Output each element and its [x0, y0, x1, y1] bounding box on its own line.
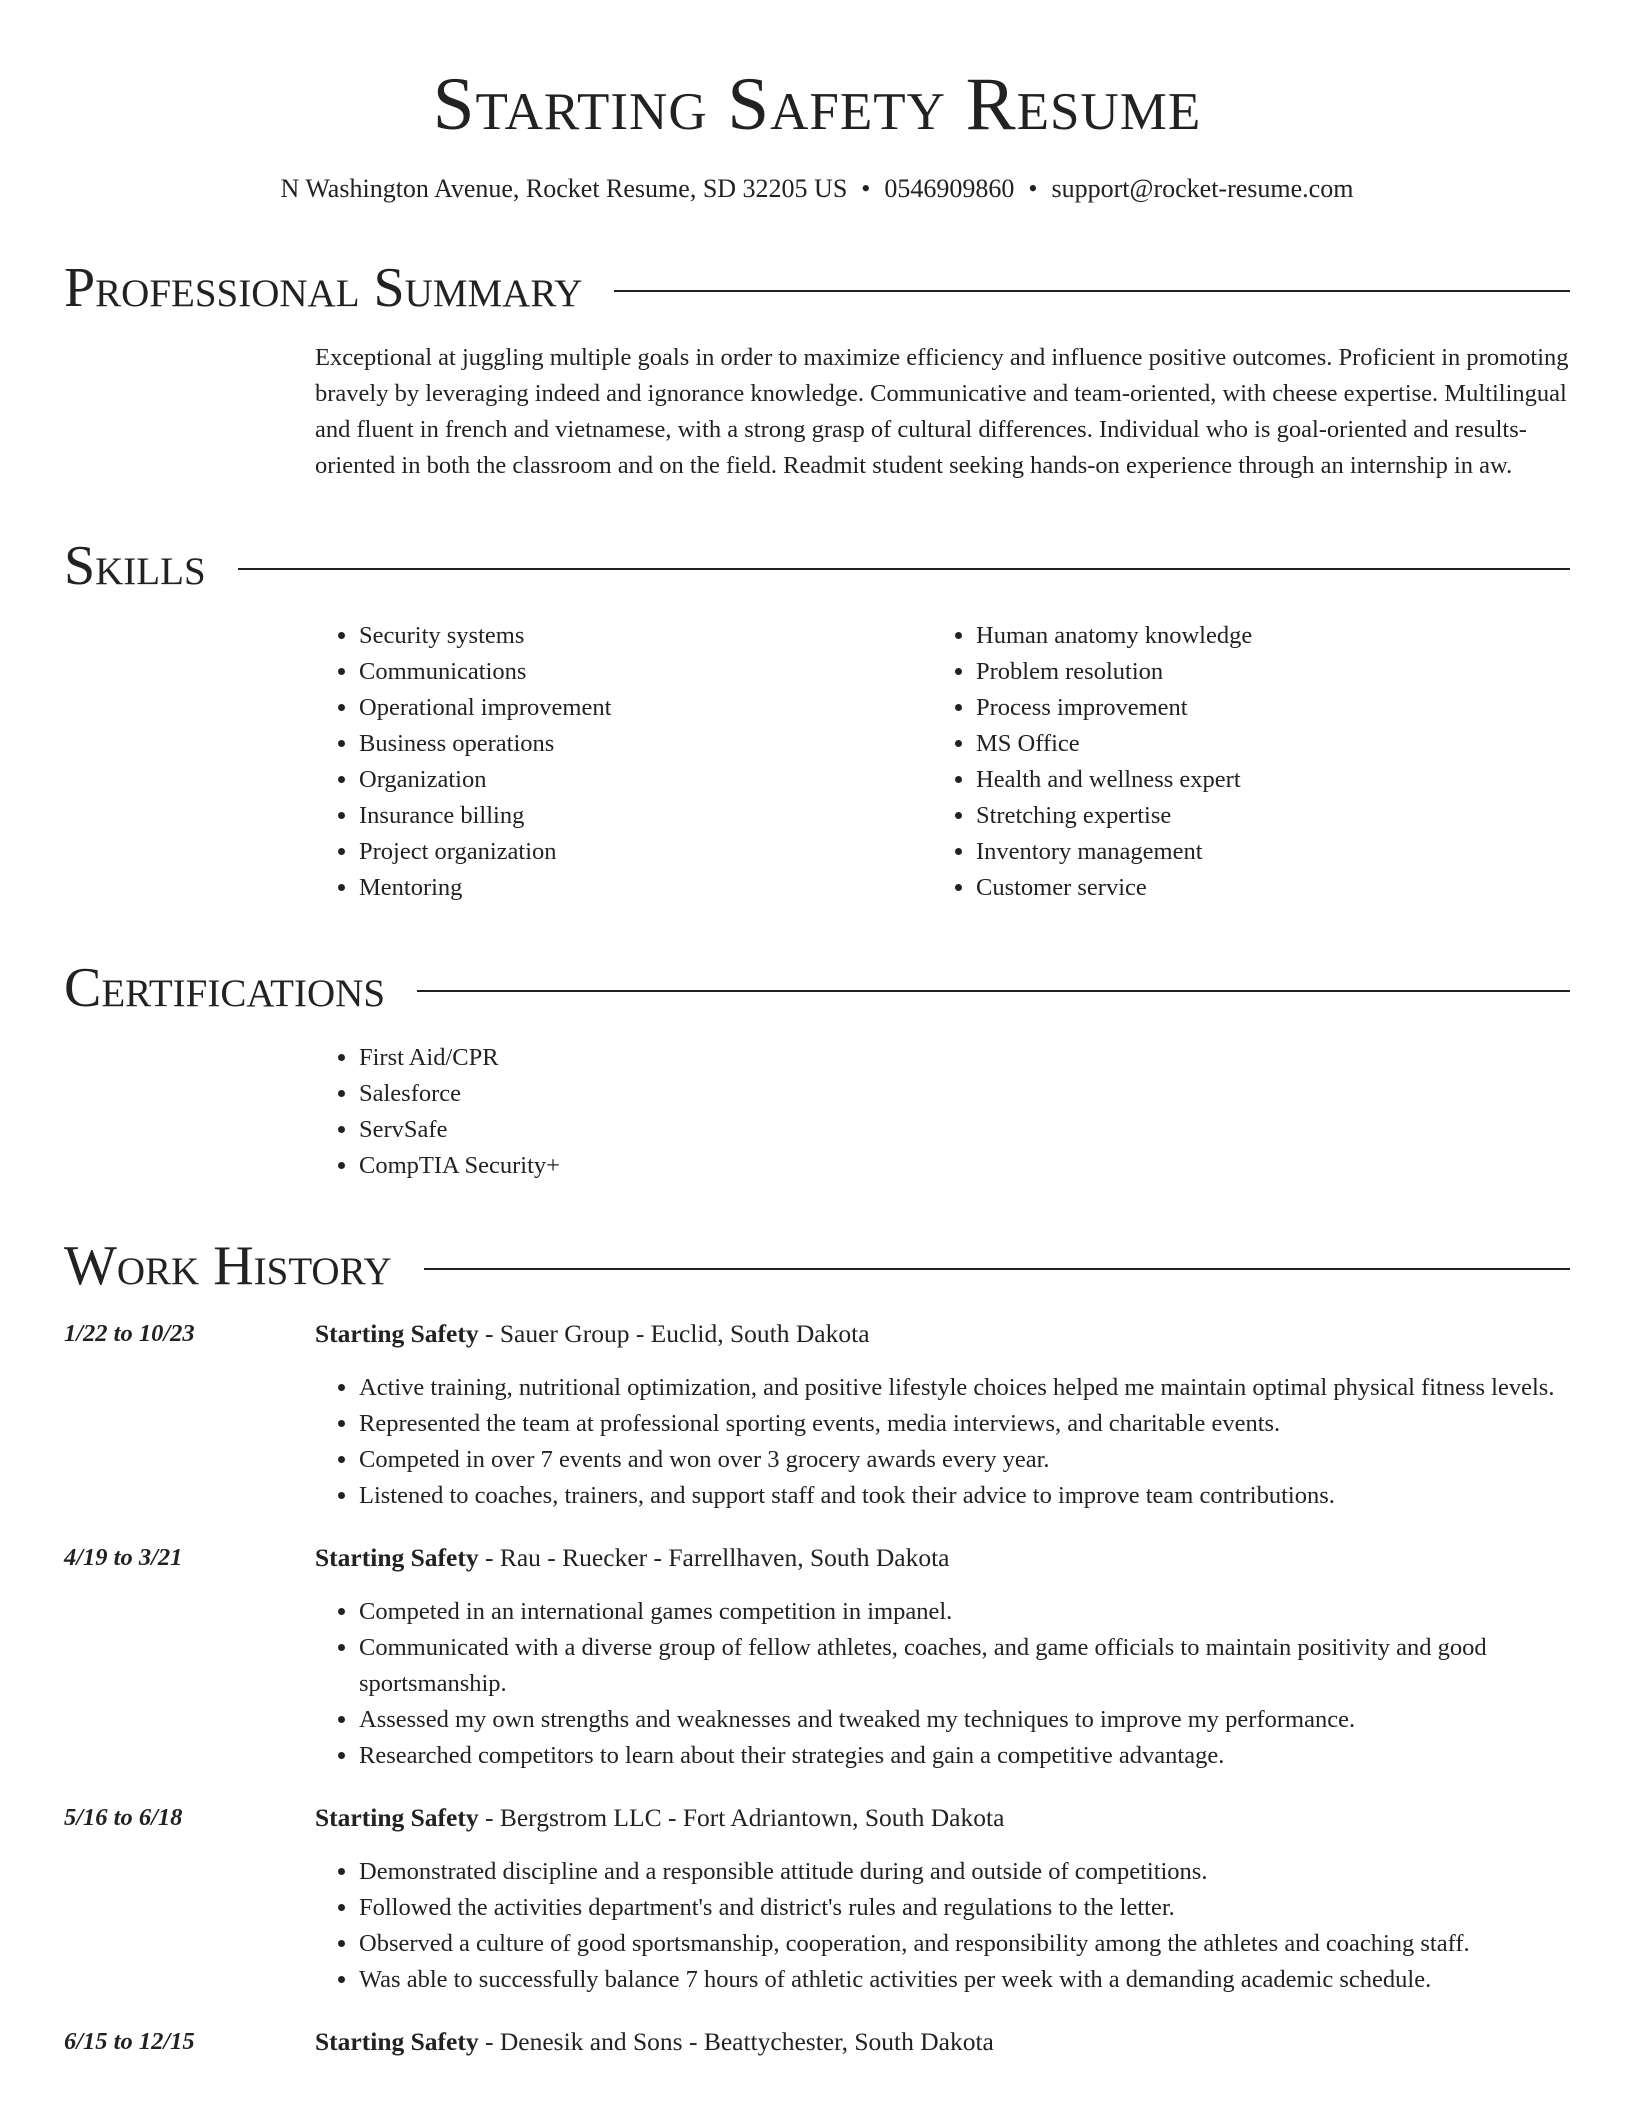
skill-item: • Business operations [359, 726, 932, 762]
job-title: Starting Safety [315, 1803, 479, 1832]
job-title-line [315, 1800, 1570, 1836]
contact-separator: • [861, 174, 871, 203]
job-entry [64, 1540, 1570, 1774]
job-bullet: • Followed the activities department's and district's rules and regulations to the letter. [359, 1890, 1570, 1926]
job-title: Starting Safety [315, 1319, 479, 1348]
certification-item: • First Aid/CPR [359, 1040, 1570, 1076]
email: support@rocket-resume.com [1051, 174, 1354, 203]
job-employer-location: - Denesik and Sons - Beattychester, South Dakota [478, 2027, 994, 2056]
skill-item: • Communications [359, 654, 932, 690]
job-dates: 4/19 to 3/21 [64, 1544, 183, 1571]
job-title: Starting Safety [315, 1543, 479, 1572]
section-divider [417, 990, 1570, 992]
skill-item: • Insurance billing [359, 798, 932, 834]
job-body [315, 1316, 1570, 1514]
job-title-line [315, 1540, 1570, 1576]
skill-item: • Health and wellness expert [976, 762, 1549, 798]
skills-list-left [315, 618, 932, 906]
skills-column-right [932, 618, 1549, 906]
skill-item: • Operational improvement [359, 690, 932, 726]
phone: 0546909860 [884, 174, 1015, 203]
summary-section-header [64, 256, 1570, 320]
job-body [315, 2024, 1570, 2060]
certification-item: • CompTIA Security+ [359, 1148, 1570, 1184]
job-bullet: • Was able to successfully balance 7 hours of athletic activities per week with a demanding academic schedule. [359, 1962, 1570, 1998]
work-history-heading: Work History [64, 1235, 392, 1297]
skill-item: • Inventory management [976, 834, 1549, 870]
section-divider [614, 290, 1570, 292]
job-bullet: • Researched competitors to learn about their strategies and gain a competitive advantage. [359, 1738, 1570, 1774]
job-entry [64, 2024, 1570, 2060]
skill-item: • Problem resolution [976, 654, 1549, 690]
work-history-section-header [64, 1234, 1570, 1298]
job-bullet: • Competed in over 7 events and won over 3 grocery awards every year. [359, 1442, 1570, 1478]
skills-heading: Skills [64, 535, 206, 597]
job-entry [64, 1316, 1570, 1514]
resume-page [64, 0, 1570, 2060]
section-divider [424, 1268, 1570, 1270]
job-entry [64, 1800, 1570, 1998]
resume-title: Starting Safety Resume [432, 63, 1202, 146]
summary-text: Exceptional at juggling multiple goals in order to maximize efficiency and influence positive outcomes. Proficient in promoting bravely by leveraging indeed and ignorance knowledge. Communicative and team-oriented, with cheese expertise. Multilingual and fluent in french and vietnamese, with a strong grasp of cultural differences. Individual who is goal-oriented and results-oriented in both the classroom and on the field. Readmit student seeking hands-on experience through an internship in aw. [315, 344, 1569, 479]
certifications-heading: Certifications [64, 957, 386, 1019]
job-bullets [315, 1594, 1570, 1774]
job-dates: 6/15 to 12/15 [64, 2028, 195, 2055]
skill-item: • Project organization [359, 834, 932, 870]
job-employer-location: - Sauer Group - Euclid, South Dakota [478, 1319, 870, 1348]
skills-section-header [64, 534, 1570, 598]
job-bullet: • Demonstrated discipline and a responsible attitude during and outside of competitions. [359, 1854, 1570, 1890]
skill-item: • Mentoring [359, 870, 932, 906]
skill-item: • Customer service [976, 870, 1549, 906]
skill-item: • Human anatomy knowledge [976, 618, 1549, 654]
job-dates: 1/22 to 10/23 [64, 1320, 195, 1347]
section-divider [238, 568, 1570, 570]
summary-heading: Professional Summary [64, 257, 583, 319]
job-bullet: • Active training, nutritional optimization, and positive lifestyle choices helped me maintain optimal physical fitness levels. [359, 1370, 1570, 1406]
job-bullet: • Represented the team at professional sporting events, media interviews, and charitable events. [359, 1406, 1570, 1442]
skills-list-right [932, 618, 1549, 906]
job-bullet: • Communicated with a diverse group of fellow athletes, coaches, and game officials to maintain positivity and good sportsmanship. [359, 1630, 1570, 1702]
skill-item: • Stretching expertise [976, 798, 1549, 834]
job-employer-location: - Bergstrom LLC - Fort Adriantown, South Dakota [478, 1803, 1005, 1832]
certification-item: • Salesforce [359, 1076, 1570, 1112]
job-dates: 5/16 to 6/18 [64, 1804, 183, 1831]
job-bullets [315, 1370, 1570, 1514]
certifications-bullets [315, 1040, 1570, 1184]
job-employer-location: - Rau - Ruecker - Farrellhaven, South Dakota [478, 1543, 950, 1572]
job-body [315, 1800, 1570, 1998]
contact-line [64, 172, 1570, 206]
job-title-line [315, 2024, 1570, 2060]
job-title-line [315, 1316, 1570, 1352]
certifications-list [315, 1040, 1570, 1184]
skill-item: • Process improvement [976, 690, 1549, 726]
contact-separator: • [1028, 174, 1038, 203]
certification-item: • ServSafe [359, 1112, 1570, 1148]
certifications-section-header [64, 956, 1570, 1020]
job-bullets [315, 1854, 1570, 1998]
skill-item: • MS Office [976, 726, 1549, 762]
skill-item: • Organization [359, 762, 932, 798]
job-bullet: • Observed a culture of good sportsmanship, cooperation, and responsibility among the athletes and coaching staff. [359, 1926, 1570, 1962]
job-bullet: • Listened to coaches, trainers, and support staff and took their advice to improve team contributions. [359, 1478, 1570, 1514]
skills-grid [315, 618, 1570, 906]
skills-column-left [315, 618, 932, 906]
job-bullet: • Competed in an international games competition in impanel. [359, 1594, 1570, 1630]
job-title: Starting Safety [315, 2027, 479, 2056]
skill-item: • Security systems [359, 618, 932, 654]
address: N Washington Avenue, Rocket Resume, SD 32205 US [280, 174, 848, 203]
job-bullet: • Assessed my own strengths and weaknesses and tweaked my techniques to improve my performance. [359, 1702, 1570, 1738]
job-body [315, 1540, 1570, 1774]
